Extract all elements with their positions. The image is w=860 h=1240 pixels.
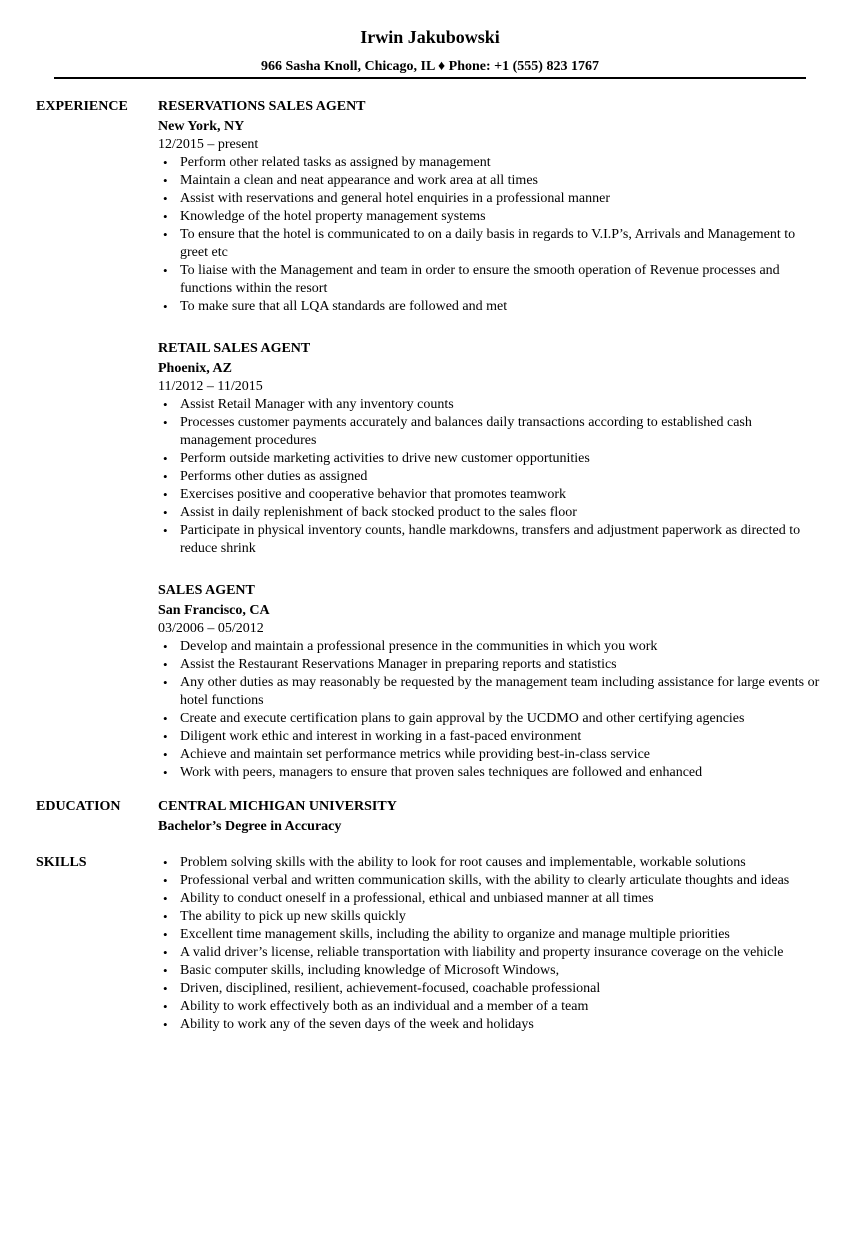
bullet-item: • To ensure that the hotel is communicated to on a daily basis in regards to V.I.P’s, Arrivals and Management to greet etc <box>158 226 826 262</box>
bullet-item: • To make sure that all LQA standards are followed and met <box>158 298 826 316</box>
header-divider <box>54 77 806 79</box>
education-section <box>36 798 826 836</box>
job-location: Phoenix, AZ <box>158 361 232 376</box>
bullet-item: • Assist with reservations and general hotel enquiries in a professional manner <box>158 190 826 208</box>
skill-item: • Ability to work any of the seven days of the week and holidays <box>158 1016 826 1034</box>
bullet-item: • Develop and maintain a professional presence in the communities in which you work <box>158 638 826 656</box>
bullet-item: • Knowledge of the hotel property management systems <box>158 208 826 226</box>
degree: Bachelor’s Degree in Accuracy <box>158 819 342 834</box>
bullet-item: • Any other duties as may reasonably be requested by the management team including assistance for large events or hotel functions <box>158 674 826 710</box>
skills-list <box>158 854 826 1034</box>
bullet-item: • Exercises positive and cooperative behavior that promotes teamwork <box>158 486 826 504</box>
diamond-separator-icon: ♦ <box>438 59 446 74</box>
bullet-item: • Assist in daily replenishment of back stocked product to the sales floor <box>158 504 826 522</box>
skill-item: • Ability to work effectively both as an individual and a member of a team <box>158 998 826 1016</box>
job-location: New York, NY <box>158 119 245 134</box>
bullet-item: • Assist Retail Manager with any inventory counts <box>158 396 826 414</box>
job-bullets <box>158 154 826 316</box>
bullet-item: • Achieve and maintain set performance metrics while providing best-in-class service <box>158 746 826 764</box>
job-title: RESERVATIONS SALES AGENT <box>158 99 366 114</box>
skill-item: • Basic computer skills, including knowledge of Microsoft Windows, <box>158 962 826 980</box>
skill-item: • Ability to conduct oneself in a professional, ethical and unbiased manner at all times <box>158 890 826 908</box>
section-label: EDUCATION <box>36 799 121 814</box>
skills-section <box>36 854 826 1034</box>
skill-item: • Professional verbal and written communication skills, with the ability to clearly articulate thoughts and ideas <box>158 872 826 890</box>
section-label: SKILLS <box>36 855 87 870</box>
skill-item: • Problem solving skills with the ability to look for root causes and implementable, workable solutions <box>158 854 826 872</box>
bullet-item: • Diligent work ethic and interest in working in a fast-paced environment <box>158 728 826 746</box>
job-dates: 12/2015 – present <box>158 137 259 152</box>
job-entry <box>158 98 826 316</box>
bullet-item: • Create and execute certification plans to gain approval by the UCDMO and other certifying agencies <box>158 710 826 728</box>
job-entry <box>158 582 826 782</box>
job-location: San Francisco, CA <box>158 603 270 618</box>
skill-item: • Driven, disciplined, resilient, achievement-focused, coachable professional <box>158 980 826 998</box>
job-dates: 03/2006 – 05/2012 <box>158 621 264 636</box>
section-label: EXPERIENCE <box>36 99 128 114</box>
job-title: SALES AGENT <box>158 583 255 598</box>
job-dates: 11/2012 – 11/2015 <box>158 379 263 394</box>
job-entry <box>158 340 826 558</box>
bullet-item: • Performs other duties as assigned <box>158 468 826 486</box>
resume-name: Irwin Jakubowski <box>360 27 500 47</box>
bullet-item: • Work with peers, managers to ensure that proven sales techniques are followed and enhanced <box>158 764 826 782</box>
bullet-item: • Perform other related tasks as assigned by management <box>158 154 826 172</box>
skill-item: • The ability to pick up new skills quickly <box>158 908 826 926</box>
job-bullets <box>158 396 826 558</box>
job-title: RETAIL SALES AGENT <box>158 341 311 356</box>
bullet-item: • Perform outside marketing activities to drive new customer opportunities <box>158 450 826 468</box>
phone: Phone: +1 (555) 823 1767 <box>448 59 599 74</box>
contact-line <box>0 58 860 76</box>
bullet-item: • Processes customer payments accurately and balances daily transactions according to established cash management procedures <box>158 414 826 450</box>
skill-item: • Excellent time management skills, including the ability to organize and manage multiple priorities <box>158 926 826 944</box>
experience-section <box>36 98 826 806</box>
school-name: CENTRAL MICHIGAN UNIVERSITY <box>158 799 397 814</box>
bullet-item: • Participate in physical inventory counts, handle markdowns, transfers and adjustment paperwork as directed to reduce shrink <box>158 522 826 558</box>
skill-item: • A valid driver’s license, reliable transportation with liability and property insurance coverage on the vehicle <box>158 944 826 962</box>
bullet-item: • Maintain a clean and neat appearance and work area at all times <box>158 172 826 190</box>
bullet-item: • To liaise with the Management and team in order to ensure the smooth operation of Revenue processes and functions within the resort <box>158 262 826 298</box>
bullet-item: • Assist the Restaurant Reservations Manager in preparing reports and statistics <box>158 656 826 674</box>
job-bullets <box>158 638 826 782</box>
address: 966 Sasha Knoll, Chicago, IL <box>261 59 435 74</box>
